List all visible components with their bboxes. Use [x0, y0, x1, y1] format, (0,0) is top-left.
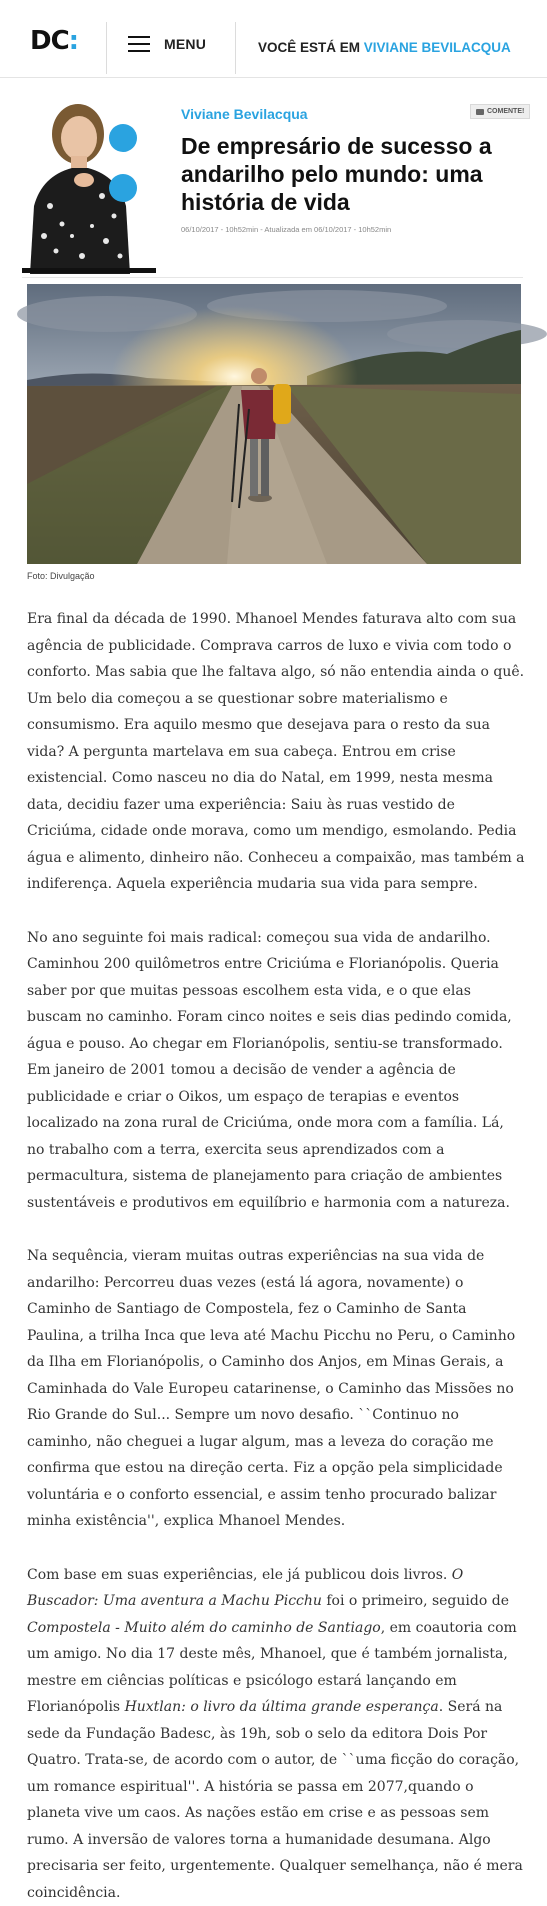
updated-date: 06/10/2017 - 10h52min	[314, 225, 391, 234]
location-author-link[interactable]: VIVIANE BEVILACQUA	[364, 40, 511, 55]
header-divider	[106, 22, 107, 74]
divider	[22, 277, 523, 278]
paragraph-text: foi o primeiro, seguido de	[322, 1593, 509, 1609]
hamburger-icon	[128, 36, 150, 52]
paragraph	[27, 1562, 525, 1906]
location-prefix: VOCÊ ESTÁ EM	[258, 40, 360, 55]
author-portrait-icon	[22, 96, 154, 274]
logo-dots: :	[69, 26, 78, 56]
paragraph: Era final da década de 1990. Mhanoel Mendes faturava alto com sua agência de publicidade. Comprava carros de luxo e vivia com todo o conforto. Mas sabia que lhe faltava algo, só não entendia ainda o quê. Um belo dia começou a se questionar sobre materialismo e consumismo. Era aquilo mesmo que desejava para o resto da sua vida? A pergunta martelava em sua cabeça. Entrou em crise existencial. Como nasceu no dia do Natal, em 1999, nesta mesma data, decidiu fazer uma experiência: Saiu às ruas vestido de Criciúma, cidade onde morava, como um mendigo, esmolando. Pedia água e alimento, dinheiro não. Conheceu a compaixão, mas também a indiferença. Aquela experiência mudaria sua vida para sempre.	[27, 606, 525, 898]
article-body	[27, 606, 525, 1906]
published-date: 06/10/2017 - 10h52min	[181, 225, 258, 234]
updated-label: Atualizada em	[264, 225, 312, 234]
site-header	[0, 0, 547, 78]
menu-button[interactable]	[128, 36, 206, 52]
paragraph: Na sequência, vieram muitas outras experiências na sua vida de andarilho: Percorreu duas vezes (está lá agora, novamente) o Caminho de Santiago de Compostela, fez o Caminho de Santa Paulina, a trilha Inca que leva até Machu Picchu no Peru, o Caminho da Ilha em Florianópolis, o Caminho dos Anjos, em Minas Gerais, a Caminhada do Vale Europeu catarinense, o Caminho das Missões no Rio Grande do Sul... Sempre um novo desafio. ``Continuo no caminho, não cheguei a lugar algum, mas a leveza do coração me confirma que estou na direção certa. Fiz a opção pela simplicidade voluntária e o conforto essencial, e assim tenho procurado balizar minha existência'', explica Mhanoel Mendes.	[27, 1243, 525, 1535]
header-divider	[235, 22, 236, 74]
photo-caption: Foto: Divulgação	[27, 571, 95, 581]
paragraph: No ano seguinte foi mais radical: começou sua vida de andarilho. Caminhou 200 quilômetros entre Criciúma e Florianópolis. Queria saber por que muitas pessoas escolhem esta vida, e o que elas buscam no caminho. Foram cinco noites e seis dias pedindo comida, água e pouso. Ao chegar em Florianópolis, sentiu-se transformado. Em janeiro de 2001 tomou a decisão de vender a agência de publicidade e criar o Oikos, um espaço de terapias e eventos localizado na zona rural de Criciúma, onde mora com a família. Lá, no trabalho com a terra, exercita seus aprendizados com a permacultura, sistema de planejamento para criação de ambientes sustentáveis e produtivos em equilíbrio e harmonia com a natureza.	[27, 925, 525, 1217]
comment-label: COMENTE!	[487, 108, 524, 115]
site-logo[interactable]	[30, 28, 78, 54]
paragraph-text: Com base em suas experiências, ele já publicou dois livros.	[27, 1567, 452, 1583]
hiker-photo-icon	[27, 284, 521, 564]
location-breadcrumb	[258, 40, 511, 55]
paragraph-text: , em coautoria com um amigo. No dia 17 deste mês, Mhanoel, que é também jornalista, mestre em ciências políticas e psicólogo estará lançando em Florianópolis	[27, 1620, 517, 1716]
book-title: Compostela - Muito além do caminho de Santiago	[27, 1620, 381, 1636]
comment-icon	[476, 109, 484, 115]
paragraph-text: . Será na sede da Fundação Badesc, às 19h, sob o selo da editora Dois Por Quatro. Trata-se, de acordo com o autor, de ``uma ficção do coração, um romance espiritual''. A história se passa em 2077,quando o planeta vive um caos. As nações estão em crise e as pessoas sem rumo. A inversão de valores torna a humanidade desumana. Algo precisaria ser feito, urgentemente. Qualquer semelhança, não é mera coincidência.	[27, 1699, 523, 1901]
article-title: De empresário de sucesso a andarilho pelo mundo: uma história de vida	[181, 132, 521, 216]
book-title: Huxtlan: o livro da última grande esperança	[125, 1699, 439, 1715]
article-meta: 06/10/2017 - 10h52min - Atualizada em 06/10/2017 - 10h52min	[181, 225, 391, 234]
author-photo	[22, 96, 154, 274]
menu-label: MENU	[164, 36, 206, 52]
comment-button[interactable]	[470, 104, 530, 119]
author-underline	[22, 268, 156, 273]
hero-photo	[27, 284, 521, 564]
logo-text: DC	[30, 26, 69, 56]
book-title: O Buscador: Uma aventura a Machu Picchu	[27, 1567, 463, 1610]
author-name-link[interactable]: Viviane Bevilacqua	[181, 106, 308, 122]
